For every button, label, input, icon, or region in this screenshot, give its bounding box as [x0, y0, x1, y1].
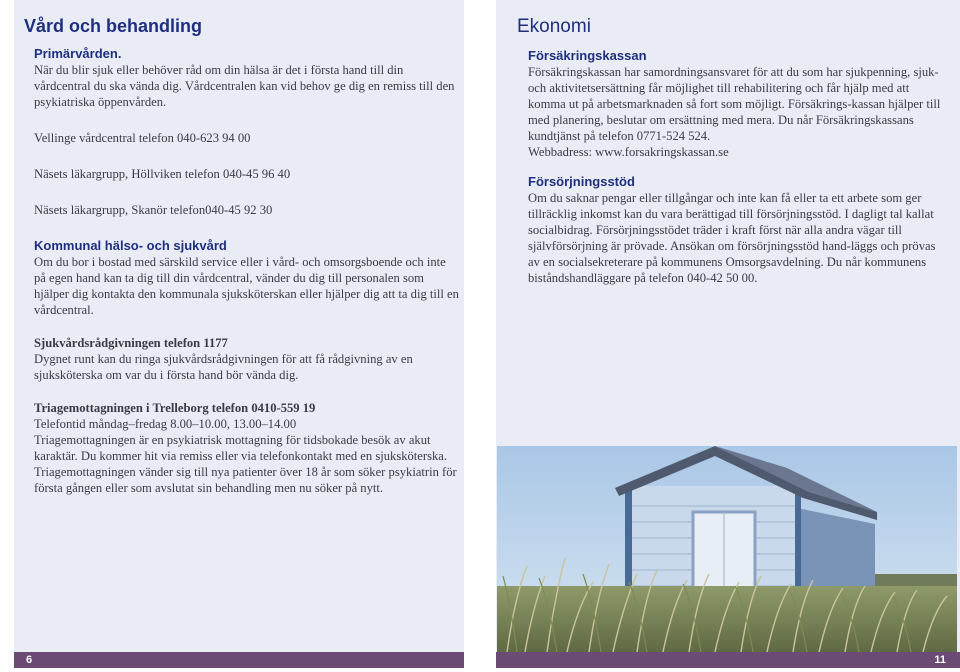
- left-footer-bar: [14, 652, 464, 668]
- triage-text: Triagemottagningen är en psykiatrisk mottagning för tidsbokade besök av akut karaktär. Du kommer hit via remiss eller via telefonkontakt med en sjuksköterska. Triagemottagningen vänder sig till nya patienter över 18 år som söker psykiatrin för första gången eller som avslutat sin behandling men nu söker på nytt.: [34, 433, 457, 495]
- page-number-left: 6: [26, 654, 33, 666]
- contact-hollviken: Näsets läkargrupp, Höllviken telefon 040-45 96 40: [34, 167, 291, 181]
- left-page-title: Vård och behandling: [24, 16, 203, 36]
- left-page: [14, 0, 464, 652]
- right-footer-bar: [496, 652, 960, 668]
- triage-heading: Triagemottagningen i Trelleborg telefon 0410-559 19: [34, 401, 316, 415]
- beach-hut-photo: [497, 446, 957, 652]
- advice-heading: Sjukvårdsrådgivningen telefon 1177: [34, 336, 228, 350]
- insurance-web: Webbadress: www.forsakringskassan.se: [528, 145, 729, 159]
- right-page-content: [528, 48, 948, 286]
- municipal-care-text: Om du bor i bostad med särskild service eller i vård- och omsorgsboende och inte på egen hand kan ta dig till din vårdcentral, vänder du dig till personalen som hjälper dig kontakta den kommunala sjuksköterskan eller hjälper dig att ta dig till en vårdcentral.: [34, 255, 459, 317]
- page-number-right: 11: [934, 654, 946, 666]
- left-page-content: [34, 46, 459, 496]
- contact-vellinge: Vellinge vårdcentral telefon 040-623 94 00: [34, 131, 251, 145]
- triage-hours: Telefontid måndag–fredag 8.00–10.00, 13.00–14.00: [34, 417, 297, 431]
- primary-care-heading: Primärvården.: [34, 46, 122, 61]
- support-text: Om du saknar pengar eller tillgångar och inte kan få eller ta ett arbete som ger tillräcklig inkomst kan du vara berättigad till försörjningsstöd. I dagligt tal kallat socialbidrag. Försörjningsstödet träder i kraft först när alla andra vägar till självförsörjning är prövade. Ansökan om försörjningsstöd hand-läggs och prövas av en socialsekreterare på kommunens Omsorgsavdelning. Du når kommunens biståndshandläggare på telefon 040-42 50 00.: [528, 191, 936, 285]
- support-heading: Försörjningsstöd: [528, 174, 635, 189]
- grass-field: [497, 586, 957, 652]
- municipal-care-heading: Kommunal hälso- och sjukvård: [34, 238, 227, 253]
- right-page-title: Ekonomi: [517, 16, 591, 37]
- insurance-text: Försäkringskassan har samordningsansvaret för att du som har sjukpenning, sjuk- och aktivitetsersättning får möjlighet till rehabilitering och får hjälp med att komma ut på arbetsmarknaden så fort som möjligt. Försäkrings-kassan hjälper till med planering, beslutar om ersättning med mera. Du når Försäkringskassans kundtjänst på telefon 0771-524 524.: [528, 65, 941, 143]
- advice-text: Dygnet runt kan du ringa sjukvårdsrådgivningen för att få rådgivning av en sjuksköterska om var du i första hand bör vända dig.: [34, 352, 413, 382]
- primary-care-text: När du blir sjuk eller behöver råd om din hälsa är det i första hand till din vårdcentral du ska vända dig. Vårdcentralen kan vid behov ge dig en remiss till den psykiatriska öppenvården.: [34, 63, 455, 109]
- insurance-heading: Försäkringskassan: [528, 48, 647, 63]
- contact-skanor: Näsets läkargrupp, Skanör telefon040-45 92 30: [34, 203, 273, 217]
